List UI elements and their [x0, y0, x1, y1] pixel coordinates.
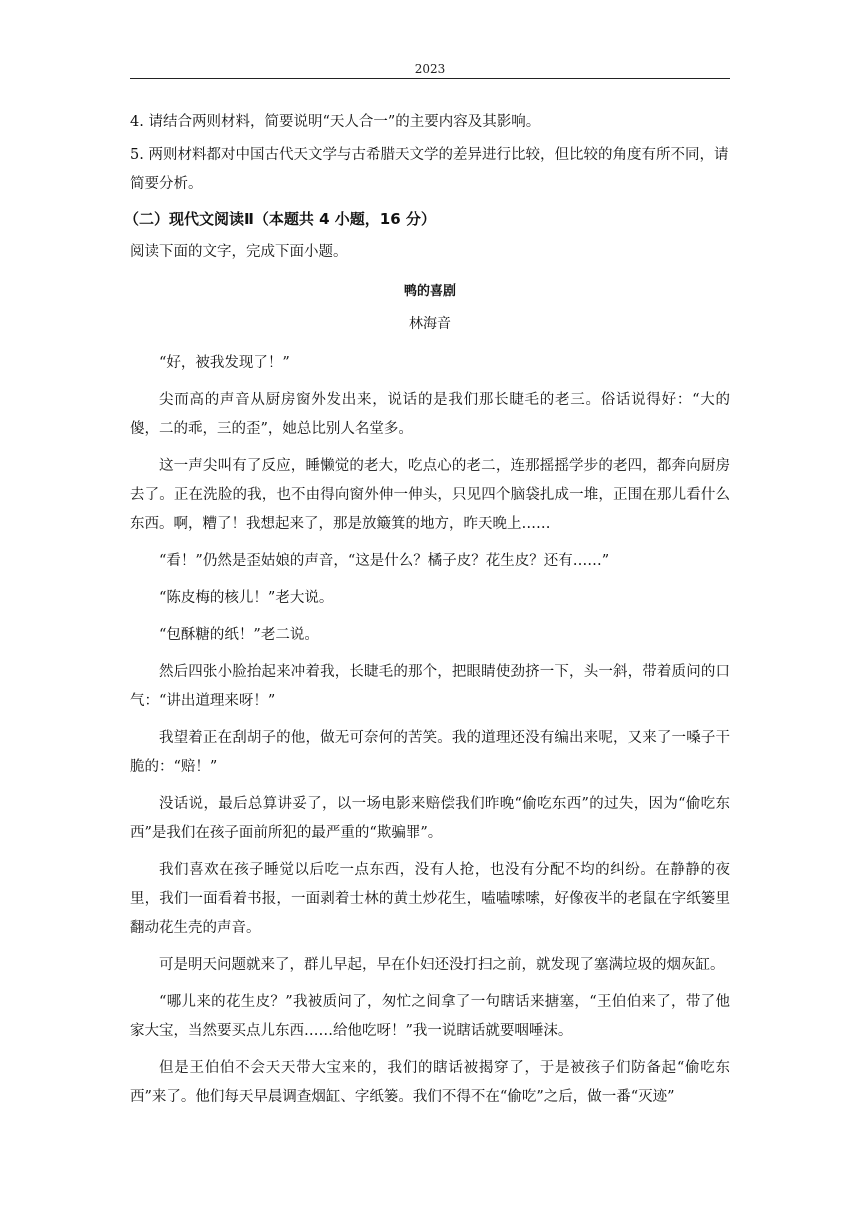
article-title: 鸭的喜剧 — [403, 284, 456, 299]
question-5: 5. 两则材料都对中国古代天文学与古希腊天文学的差异进行比较，但比较的角度有所不同，请简要分析。 — [130, 147, 729, 192]
header-divider — [130, 78, 730, 79]
paragraph: 可是明天问题就来了，群儿早起，早在仆妇还没打扫之前，就发现了塞满垃圾的烟灰缸。 — [159, 957, 725, 973]
paragraph: “陈皮梅的核儿！”老大说。 — [159, 590, 334, 606]
paragraph: 然后四张小脸抬起来冲着我，长睫毛的那个，把眼睛使劲挤一下，头一斜，带着质问的口气：“讲出道理来呀！” — [130, 664, 730, 709]
paragraph: 但是王伯伯不会天天带大宝来的，我们的瞎话被揭穿了，于是被孩子们防备起“偷吃东西”来了。他们每天早晨调查烟缸、字纸篓。我们不得不在“偷吃”之后，做一番“灭迹” — [130, 1060, 730, 1105]
section-instruction: 阅读下面的文字，完成下面小题。 — [130, 244, 348, 260]
paragraph: “哪儿来的花生皮？”我被质问了，匆忙之间拿了一句瞎话来搪塞，“王伯伯来了，带了他家大宝，当然要买点儿东西……给他吃呀！”我一说瞎话就要咽唾沫。 — [130, 994, 730, 1039]
question-4: 4. 请结合两则材料，简要说明“天人合一”的主要内容及其影响。 — [130, 114, 541, 130]
paragraph: 没话说，最后总算讲妥了，以一场电影来赔偿我们昨晚“偷吃东西”的过失，因为“偷吃东西”是我们在孩子面前所犯的最严重的“欺骗罪”。 — [130, 796, 730, 841]
paragraph: 这一声尖叫有了反应，睡懒觉的老大，吃点心的老二，连那摇摇学步的老四，都奔向厨房去了。正在洗脸的我，也不由得向窗外伸一伸头，只见四个脑袋扎成一堆，正围在那儿看什么东西。啊，糟了！我想起来了，那是放簸箕的地方，昨天晚上…… — [130, 458, 730, 532]
paragraph: “包酥糖的纸！”老二说。 — [159, 627, 319, 643]
section-title: （二）现代文阅读Ⅱ（本题共 4 小题，16 分） — [124, 210, 436, 228]
paragraph: 我望着正在刮胡子的他，做无可奈何的苦笑。我的道理还没有编出来呢，又来了一嗓子干脆的：“赔！” — [130, 730, 730, 775]
document-body — [124, 108, 730, 1120]
page-header-year: 2023 — [414, 62, 446, 76]
paragraph: 尖而高的声音从厨房窗外发出来，说话的是我们那长睫毛的老三。俗话说得好：“大的傻，二的乖，三的歪”，她总比别人名堂多。 — [130, 392, 730, 437]
article-paragraphs — [130, 349, 730, 1112]
paragraph: “好，被我发现了！” — [159, 355, 290, 371]
paragraph: 我们喜欢在孩子睡觉以后吃一点东西，没有人抢，也没有分配不均的纠纷。在静静的夜里，我们一面看着书报，一面剥着士林的黄土炒花生，嗑嗑嗦嗦，好像夜半的老鼠在字纸篓里翻动花生壳的声音。 — [130, 862, 730, 936]
article-author: 林海音 — [409, 316, 451, 332]
paragraph: “看！”仍然是歪姑娘的声音，“这是什么？橘子皮？花生皮？还有……” — [159, 553, 610, 569]
